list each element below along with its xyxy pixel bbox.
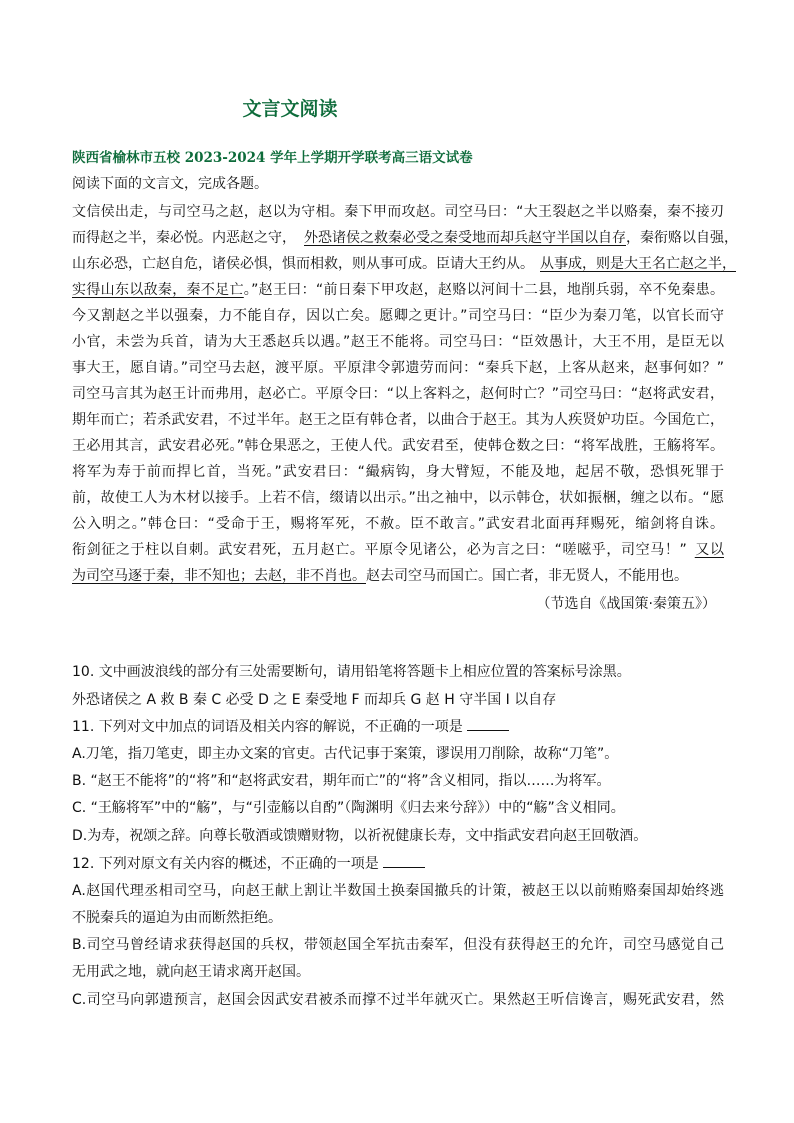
passage-line: 司空马言其为赵王计而弗用，赵必亡。平原令曰：“以上客料之，赵何时亡？”司空马曰：“赵将武安君，	[72, 386, 724, 402]
option-11-b: B. “赵王不能将”的“将”和“赵将武安君，期年而亡”的“将”含义相同，指以……为将军。	[72, 773, 611, 789]
question-11	[72, 716, 724, 737]
passage-line	[72, 228, 738, 248]
underlined-text: 为司空马逐于秦，非不知也；去赵，非不肖也。	[72, 568, 366, 584]
page-title: 文言文阅读	[242, 98, 338, 120]
passage-text: 而得赵之半，秦必悦。内恶赵之守，	[72, 230, 296, 246]
underlined-text: 从事成，则是大王名亡赵之半，	[540, 256, 736, 272]
wavy-underlined-text: 外恐诸侯之救秦必受之秦受地而却兵赵守半国以自存	[304, 230, 626, 246]
passage-text: 赵去司空马而国亡。国亡者，非无贤人，不能用也。	[366, 568, 688, 584]
passage-line	[72, 280, 724, 300]
option-12-b-cont: 无用武之地，就向赵王请求离开赵国。	[72, 964, 310, 980]
passage-line	[72, 254, 736, 274]
option-12-c: C.司空马向郭遗预言，赵国会因武安君被杀而撑不过半年就灭亡。果然赵王听信谗言，赐死武安君，然	[72, 992, 724, 1008]
option-12-b: B.司空马曾经请求获得赵国的兵权，带领赵国全军抗击秦军，但没有获得赵王的允许，司空马感觉自己	[72, 937, 724, 953]
intro-line: 阅读下面的文言文，完成各题。	[72, 176, 268, 192]
option-11-d: D.为寿，祝颂之辞。向尊长敬酒或馈赠财物，以祈祝健康长寿，文中指武安君向赵王回敬酒。	[72, 828, 648, 844]
option-12-a-cont: 不脱秦兵的逼迫为由而断然拒绝。	[72, 910, 282, 926]
passage-line	[72, 540, 724, 560]
option-11-c: C. “王觞将军”中的“觞”，与“引壶觞以自酌”（陶渊明《归去来兮辞》）中的“觞”含义相同。	[72, 800, 625, 816]
passage-line: 将军为寿于前而捍匕首，当死。”武安君曰：“繓病钩，身大臂短，不能及地，起居不敬，恐惧死罪于	[72, 464, 724, 480]
question-10-text: 外恐诸侯之 A 救 B 秦 C 必受 D 之 E 秦受地 F 而却兵 G 赵 H 守半国 I 以自存	[72, 692, 557, 708]
passage-line: 期年而亡；若杀武安君，不过半年。赵王之臣有韩仓者，以曲合于赵王。其为人疾贤妒功臣。今国危亡，	[72, 412, 724, 428]
answer-blank[interactable]	[383, 853, 425, 868]
passage-line: 文信侯出走，与司空马之赵，赵以为守相。秦下甲而攻赵。司空马曰：“大王裂赵之半以赂秦，秦不接刃	[72, 204, 724, 220]
passage-line	[72, 566, 724, 586]
passage-line: 前，故使工人为木材以接手。上若不信，缀请以出示。”出之袖中，以示韩仓，状如振梱，缠之以布。“愿	[72, 490, 724, 506]
passage-line: 今又割赵之半以强秦，力不能自存，因以亡矣。愿卿之更计。”司空马曰：“臣少为秦刀笔，以官长而守	[72, 308, 724, 324]
option-12-a: A.赵国代理丞相司空马，向赵王献上割让半数国土换秦国撤兵的计策，被赵王以以前贿赂秦国却始终逃	[72, 883, 724, 899]
passage-text: 衔剑征之于柱以自刺。武安君死，五月赵亡。平原令见诸公，必为言之曰：“嗟嗞乎，司空马！”	[72, 542, 687, 558]
passage-line: 公入明之。”韩仓曰：“受命于王，赐将军死，不赦。臣不敢言。”武安君北面再拜赐死，缩剑将自诛。	[72, 516, 724, 532]
answer-blank[interactable]	[467, 716, 509, 731]
citation: （节选自《战国策·秦策五》）	[536, 596, 716, 612]
passage-line: 王必用其言，武安君必死。”韩仓果恶之，王使人代。武安君至，使韩仓数之曰：“将军战胜，王觞将军。	[72, 438, 724, 454]
question-12-stem: 12. 下列对原文有关内容的概述，不正确的一项是	[72, 856, 379, 872]
option-11-a: A.刀笔，指刀笔吏，即主办文案的官吏。古代记事于案策，谬误用刀削除，故称“刀笔”。	[72, 746, 619, 762]
question-11-stem: 11. 下列对文中加点的词语及相关内容的解说，不正确的一项是	[72, 719, 463, 735]
passage-line: 事大王，愿自请。”司空马去赵，渡平原。平原津令郭遗劳而问：“秦兵下赵，上客从赵来，赵事何如？”	[72, 360, 724, 376]
underlined-text: 又以	[694, 542, 724, 558]
underlined-text: 实得山东以敌秦，秦不足亡	[72, 282, 244, 298]
question-10: 10. 文中画波浪线的部分有三处需要断句，请用铅笔将答题卡上相应位置的答案标号涂黑。	[72, 664, 631, 680]
passage-line: 小官，未尝为兵首，请为大王悉赵兵以遇。”赵王不能将。司空马曰：“臣效愚计，大王不用，是臣无以	[72, 334, 724, 350]
question-12	[72, 853, 724, 874]
passage-text: 。”赵王曰：“前日秦下甲攻赵，赵赂以河间十二县，地削兵弱，卒不免秦患。	[243, 282, 724, 298]
passage-text: ，秦衔赂以自强，	[626, 230, 738, 246]
passage-text: 山东必恐，亡赵自危，诸侯必惧，惧而相救，则从事可成。臣请大王约从。	[72, 256, 534, 272]
source-line: 陕西省榆林市五校 2023-2024 学年上学期开学联考高三语文试卷	[72, 150, 473, 166]
